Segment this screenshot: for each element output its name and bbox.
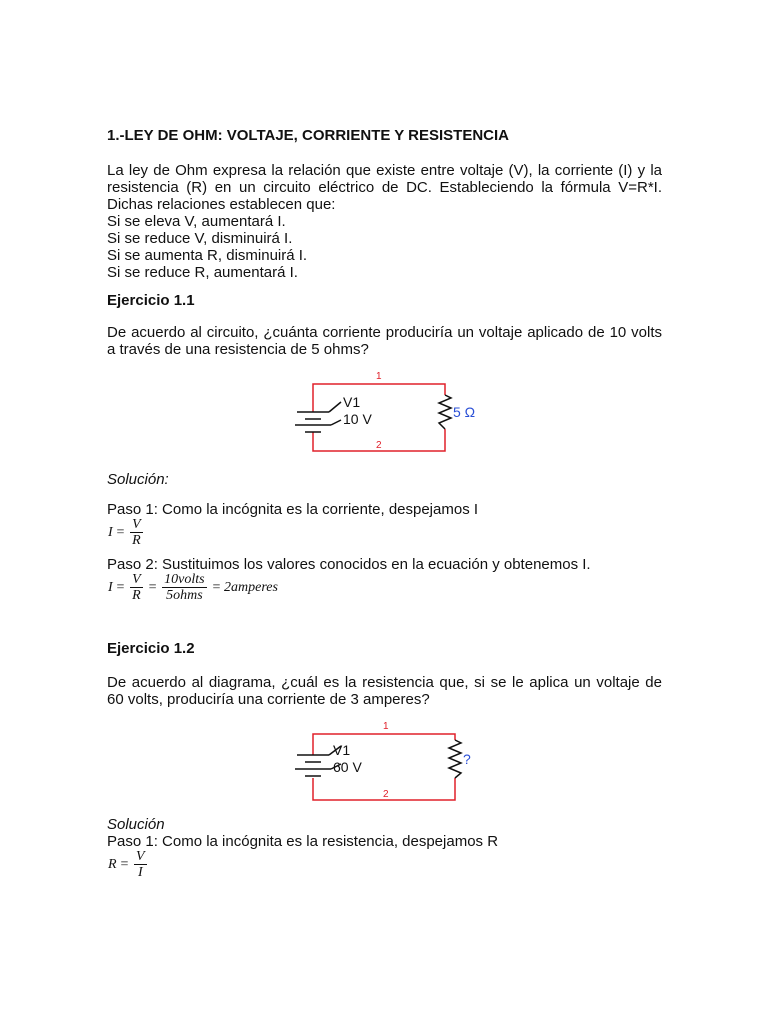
exercise-2-question-line-2: 60 volts, produciría una corriente de 3 amperes? xyxy=(107,691,430,708)
rule-item: Si se reduce R, aumentará I. xyxy=(107,264,298,281)
exercise-2-heading: Ejercicio 1.2 xyxy=(107,640,195,657)
resistor-icon xyxy=(439,395,451,429)
resistor-label: 5 Ω xyxy=(453,404,476,420)
exercise-2-question-line-1: De acuerdo al diagrama, ¿cuál es la resistencia que, si se le aplica un voltaje de xyxy=(107,674,662,691)
exercise-1-step-2: Paso 2: Sustituimos los valores conocidos en la ecuación y obtenemos I. xyxy=(107,556,591,573)
formula-equals: = xyxy=(147,579,158,595)
formula-lhs: I xyxy=(108,579,113,595)
intro-line-2: resistencia (R) en un circuito eléctrico de DC. Estableciendo la fórmula V=R*I. xyxy=(107,179,662,196)
formula-denominator: R xyxy=(132,533,141,548)
formula-denominator: I xyxy=(137,865,143,880)
formula-lhs: R xyxy=(108,856,117,872)
exercise-1-question-line-1: De acuerdo al circuito, ¿cuánta corriente produciría un voltaje aplicado de 10 volts xyxy=(107,324,662,341)
node-label-2: 2 xyxy=(383,789,389,800)
formula-equals: = xyxy=(211,579,222,595)
exercise-1-question-line-2: a través de una resistencia de 5 ohms? xyxy=(107,341,369,358)
source-name: V1 xyxy=(343,394,361,410)
rule-item: Si se reduce V, disminuirá I. xyxy=(107,230,293,247)
exercise-1-heading: Ejercicio 1.1 xyxy=(107,292,195,309)
circuit-diagram-1 xyxy=(285,365,485,457)
source-name: V1 xyxy=(333,742,351,758)
node-label-1: 1 xyxy=(383,721,389,732)
exercise-2-step-1: Paso 1: Como la incógnita es la resistencia, despejamos R xyxy=(107,833,499,850)
formula-current xyxy=(108,517,145,548)
intro-line-3: Dichas relaciones establecen que: xyxy=(107,196,336,213)
source-value: 60 V xyxy=(333,759,362,775)
exercise-1-step-1: Paso 1: Como la incógnita es la corriente, despejamos I xyxy=(107,501,479,518)
section-title: 1.-LEY DE OHM: VOLTAJE, CORRIENTE Y RESISTENCIA xyxy=(107,127,510,144)
resistor-label: ? xyxy=(463,751,471,767)
wire-top xyxy=(313,384,445,412)
exercise-1-solution-label: Solución: xyxy=(107,471,169,488)
formula-numerator: V xyxy=(132,572,141,587)
node-label-2: 2 xyxy=(376,440,382,451)
formula-fraction xyxy=(130,572,143,603)
circuit-diagram-2 xyxy=(285,716,485,808)
battery-icon xyxy=(295,402,341,432)
formula-equals: = xyxy=(119,856,130,872)
formula-numerator: 10volts xyxy=(164,572,205,587)
formula-fraction xyxy=(130,517,143,548)
formula-denominator: R xyxy=(132,588,141,603)
formula-numerator: V xyxy=(136,849,145,864)
formula-substitution xyxy=(108,572,278,603)
intro-line-1: La ley de Ohm expresa la relación que existe entre voltaje (V), la corriente (I) y la xyxy=(107,162,662,179)
source-value: 10 V xyxy=(343,411,372,427)
formula-fraction xyxy=(134,849,147,880)
resistor-icon xyxy=(449,740,461,778)
formula-lhs: I xyxy=(108,524,113,540)
formula-equals: = xyxy=(115,524,126,540)
formula-result: 2amperes xyxy=(224,579,278,595)
formula-numerator: V xyxy=(132,517,141,532)
rule-item: Si se eleva V, aumentará I. xyxy=(107,213,286,230)
exercise-2-solution-label: Solución xyxy=(107,816,165,833)
rule-item: Si se aumenta R, disminuirá I. xyxy=(107,247,308,264)
formula-resistance xyxy=(108,849,149,880)
formula-equals: = xyxy=(115,579,126,595)
formula-fraction-values xyxy=(162,572,206,603)
formula-denominator: 5ohms xyxy=(166,588,203,603)
node-label-1: 1 xyxy=(376,371,382,382)
